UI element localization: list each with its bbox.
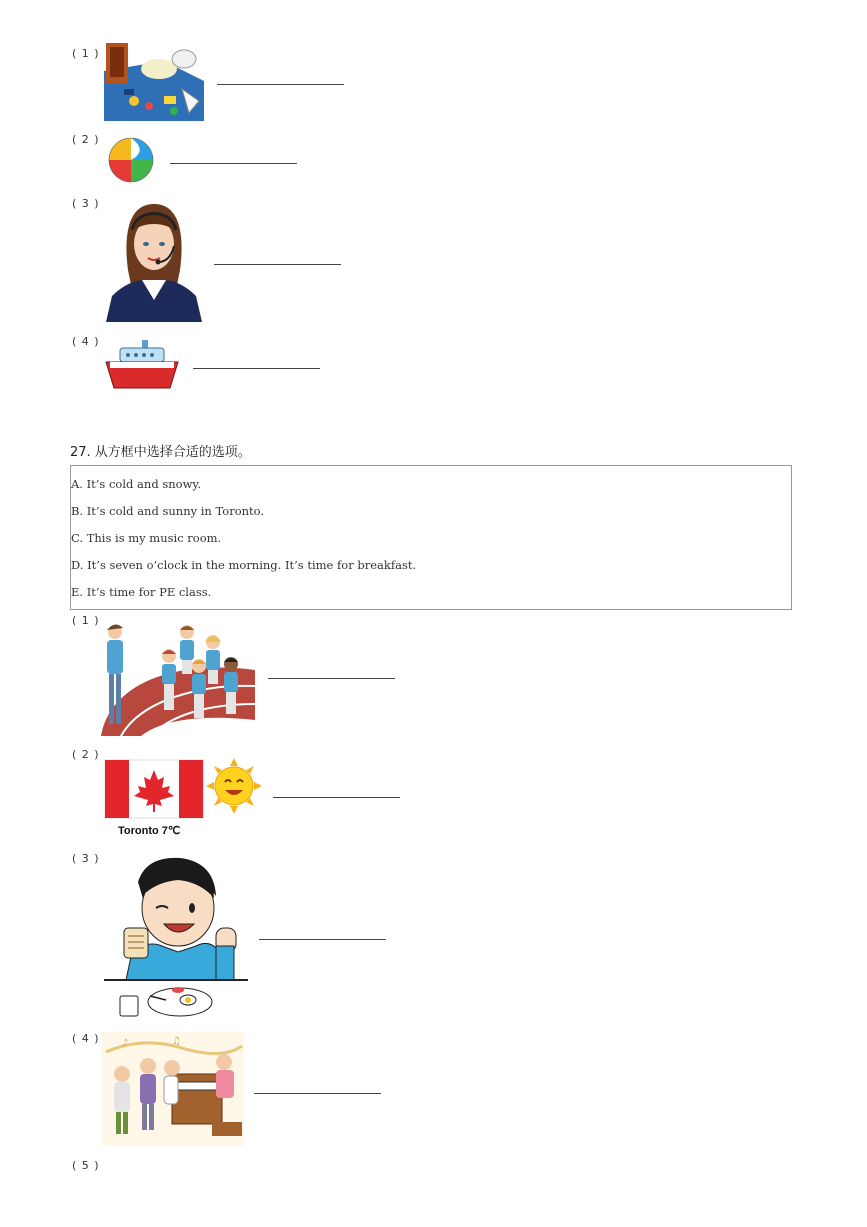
answer-blank-4[interactable] — [193, 368, 320, 369]
option-e: E. It’s time for PE class. — [71, 585, 212, 599]
pe-class-picture — [101, 620, 255, 736]
svg-text:♪: ♪ — [122, 1038, 129, 1049]
boy-breakfast-picture — [104, 856, 248, 1020]
q27-number-2: ( 2 ) — [72, 748, 100, 761]
answer-blank-2[interactable] — [170, 163, 297, 164]
option-c: C. This is my music room. — [71, 531, 222, 545]
q27-number-1: ( 1 ) — [72, 614, 100, 627]
answer-blank-1[interactable] — [217, 84, 344, 85]
option-d: D. It’s seven o’clock in the morning. It’s time for breakfast. — [71, 558, 417, 572]
music-room-picture — [102, 1032, 244, 1146]
messy-room-picture — [104, 41, 204, 121]
q27-answer-blank-4[interactable] — [254, 1093, 381, 1094]
toronto-temperature-caption: Toronto 7℃ — [118, 825, 181, 837]
ship-picture — [104, 338, 180, 390]
option-a: A. It’s cold and snowy. — [71, 477, 202, 491]
question-number-1: ( 1 ) — [72, 47, 100, 60]
q27-number-5: ( 5 ) — [72, 1159, 100, 1172]
q27-answer-blank-2[interactable] — [273, 797, 400, 798]
question-27-title: 27. 从方框中选择合适的选项。 — [70, 445, 251, 460]
svg-text:♫: ♫ — [172, 1036, 181, 1047]
question-number-4: ( 4 ) — [72, 335, 100, 348]
q27-number-4: ( 4 ) — [72, 1032, 100, 1045]
options-box — [70, 465, 792, 610]
q27-number-3: ( 3 ) — [72, 852, 100, 865]
beach-ball-picture — [106, 137, 156, 183]
canada-flag-sun-picture — [104, 758, 264, 820]
q27-answer-blank-3[interactable] — [259, 939, 386, 940]
question-number-2: ( 2 ) — [72, 133, 100, 146]
woman-headset-picture — [106, 200, 202, 322]
q27-answer-blank-1[interactable] — [268, 678, 395, 679]
answer-blank-3[interactable] — [214, 264, 341, 265]
question-number-3: ( 3 ) — [72, 197, 100, 210]
option-b: B. It’s cold and sunny in Toronto. — [71, 504, 265, 518]
